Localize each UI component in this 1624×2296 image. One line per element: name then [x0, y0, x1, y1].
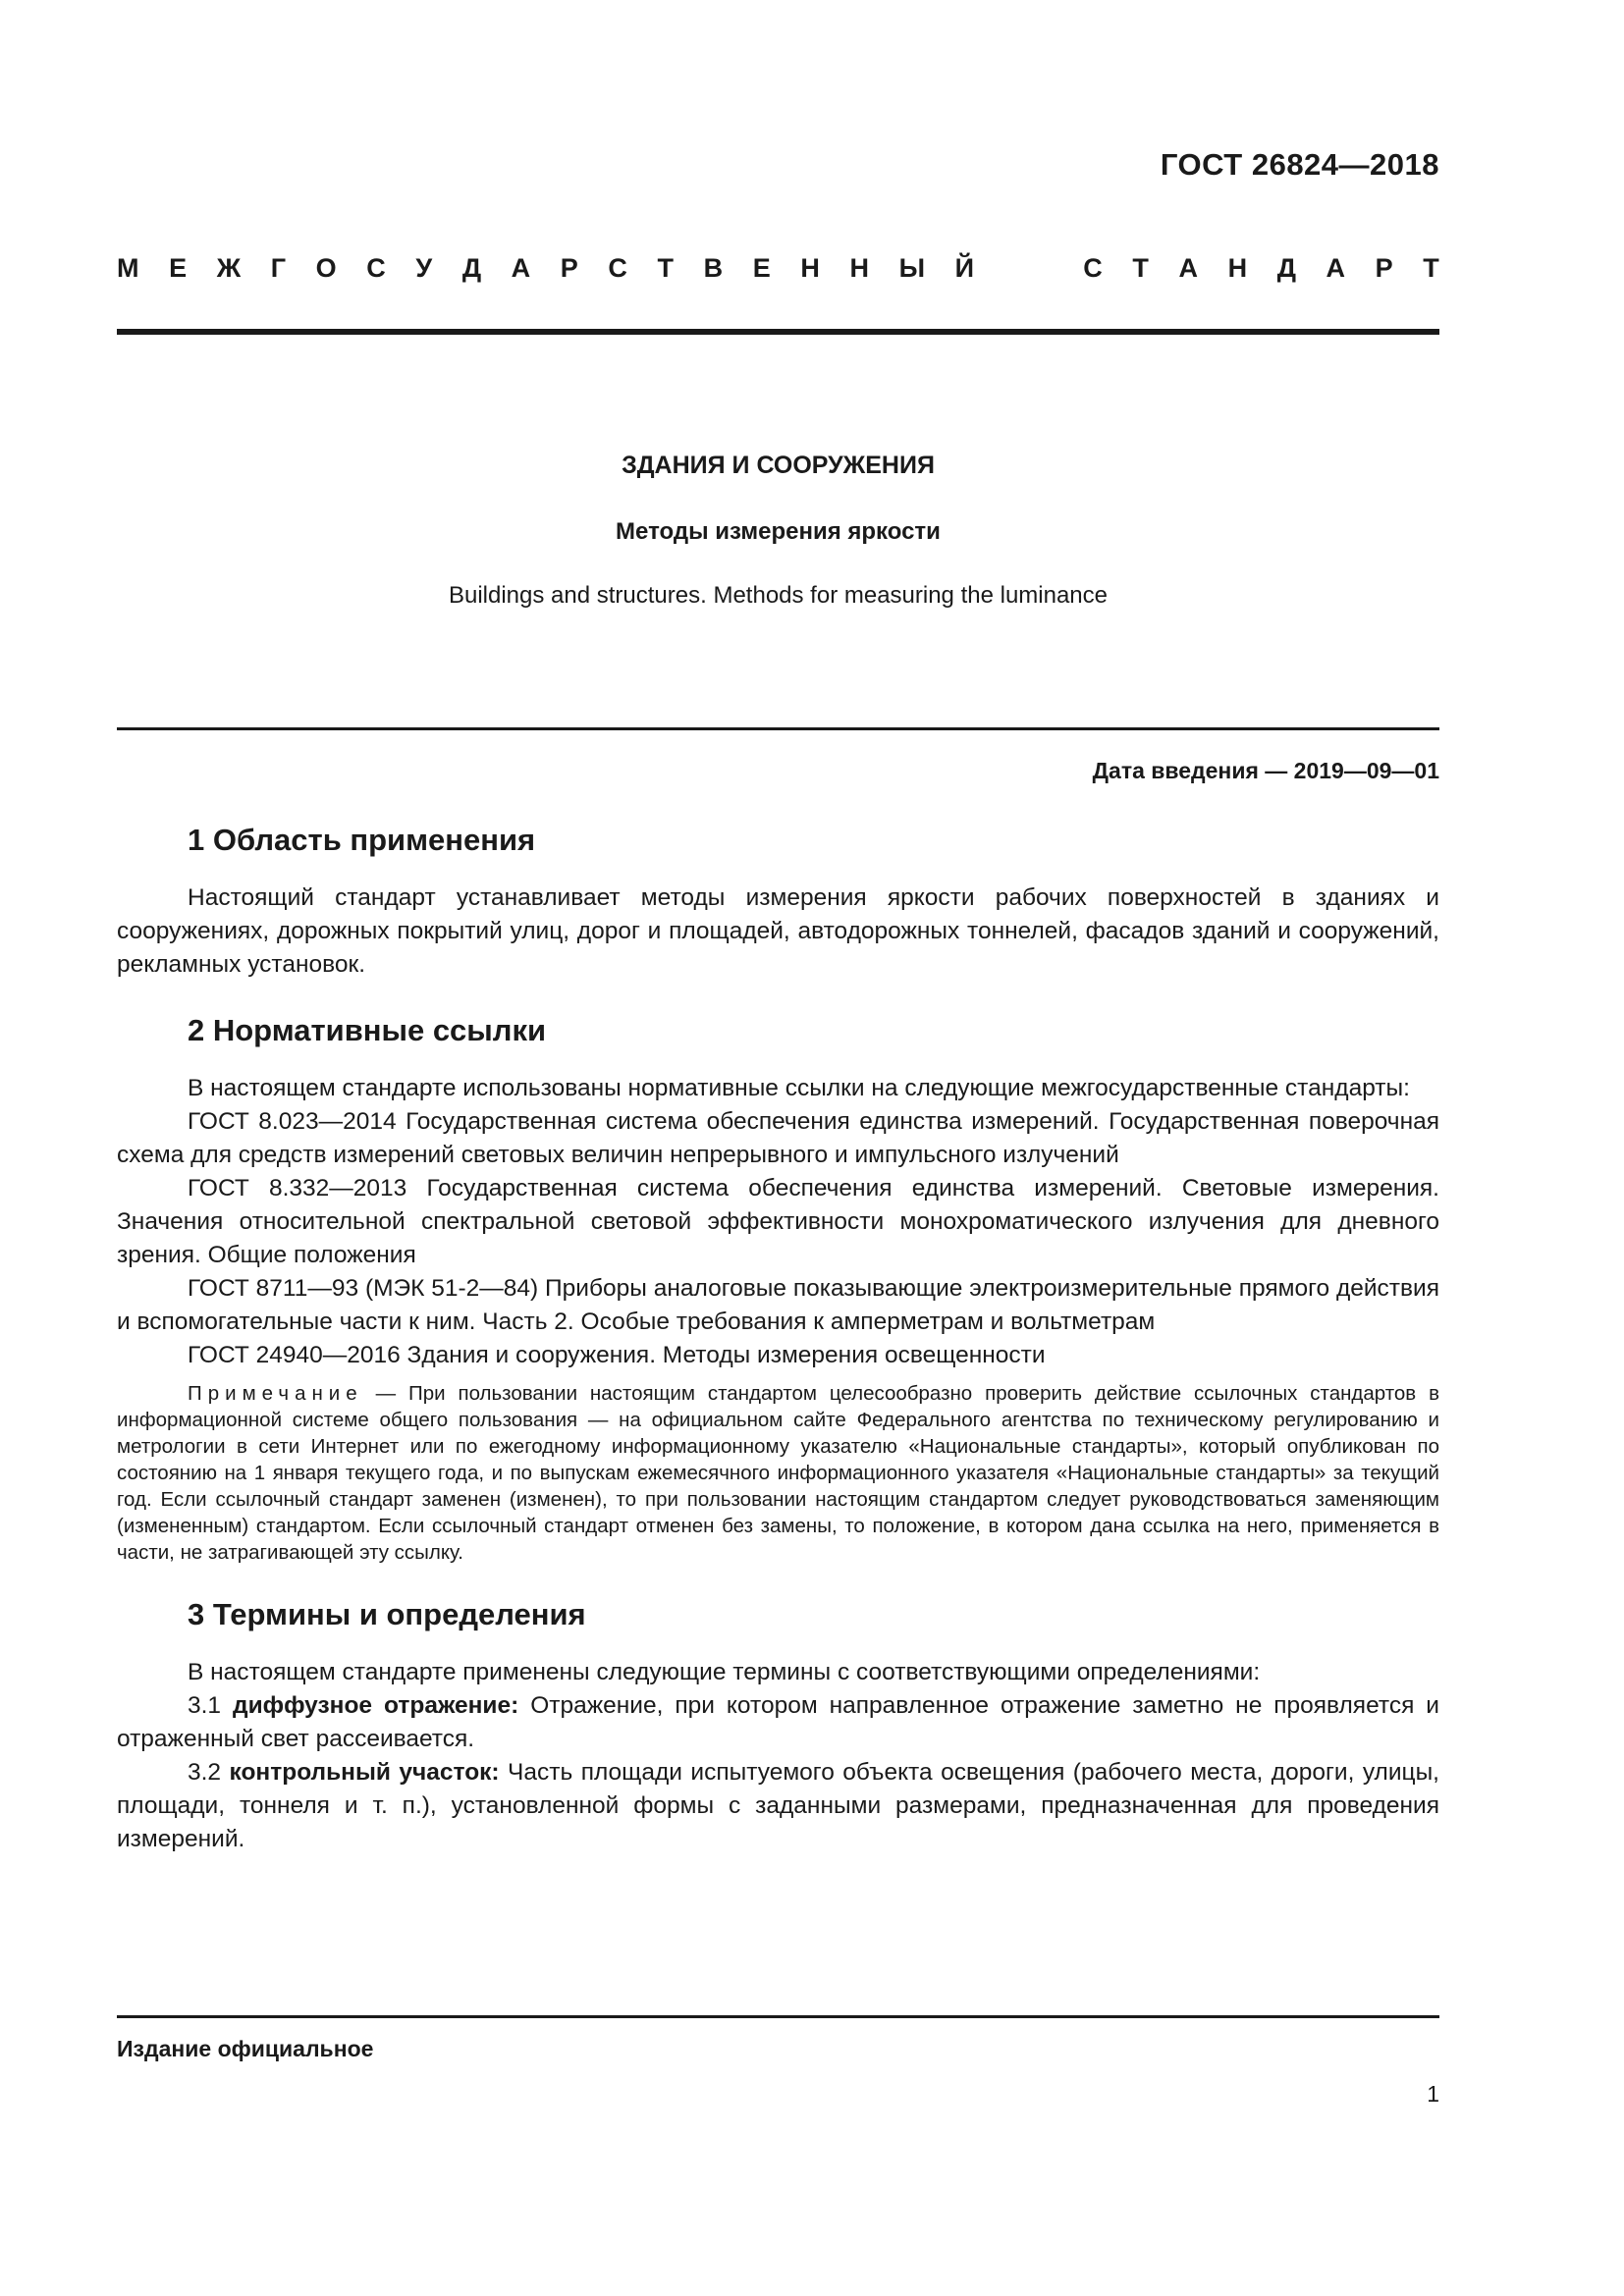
term-text: Часть площади испытуемого объекта освещения (рабочего места, дороги, улицы, площади, тоннеля и т. п.), установленной формы с заданными размерами, предназначенная для проведения измерений.: [117, 1759, 1439, 1852]
heading-letter: О: [315, 253, 337, 283]
document-body: [117, 821, 1439, 1886]
note-label: Примечание: [188, 1382, 363, 1405]
paragraph: Настоящий стандарт устанавливает методы измерения яркости рабочих поверхностей в зданиях и сооружениях, дорожных покрытий улиц, дорог и площадей, автодорожных тоннелей, фасадов зданий и сооружений, рекламных установок.: [117, 884, 1439, 978]
page-number: 1: [1427, 2081, 1439, 2107]
heading-letter: Н: [849, 253, 869, 283]
reference-item: ГОСТ 8.023—2014 Государственная система обеспечения единства измерений. Государственная поверочная схема для средств измерений световых величин непрерывного и импульсного излучений: [117, 1108, 1439, 1168]
term-definition: [117, 1689, 1439, 1756]
footer-rule: [117, 2015, 1439, 2018]
term-number: 3.1: [188, 1692, 234, 1719]
reference-item: ГОСТ 8711—93 (МЭК 51-2—84) Приборы аналоговые показывающие электроизмерительные прямого действия и вспомогательные части к ним. Часть 2. Особые требования к амперметрам и вольтметрам: [117, 1275, 1439, 1335]
title-rule: [117, 727, 1439, 730]
heading-letter: Д: [461, 253, 482, 283]
heading-letter: Н: [800, 253, 820, 283]
heading-letter: А: [511, 253, 531, 283]
heading-letter: У: [415, 253, 433, 283]
section-terms: [117, 1595, 1439, 1856]
heading-letter: А: [1178, 253, 1198, 283]
heading-letter: Г: [270, 253, 287, 283]
heading-letter: С: [366, 253, 386, 283]
introduction-date: Дата введения — 2019—09—01: [1092, 758, 1439, 783]
note-text: — При пользовании настоящим стандартом целесообразно проверить действие ссылочных стандартов в информационной системе общего пользования — на официальном сайте Федерального агентства по техническому регулированию и метрологии в сети Интернет или по ежегодному информационному указателю «Национальные стандарты», который опубликован по состоянию на 1 января текущего года, и по выпускам ежемесячного информационного указателя «Национальные стандарты» за текущий год. Если ссылочный стандарт заменен (изменен), то при пользовании настоящим стандартом следует руководствоваться заменяющим (измененным) стандартом. Если ссылочный стандарт отменен без замены, то положение, в котором дана ссылка на него, применяется в части, не затрагивающей эту ссылку.: [117, 1382, 1439, 1564]
heading-letter: Ж: [216, 253, 242, 283]
heading-letter: Й: [954, 253, 975, 283]
term-definition: [117, 1756, 1439, 1856]
heading-letter: Ы: [898, 253, 926, 283]
term-name: контрольный участок:: [229, 1759, 500, 1786]
heading-letter: Т: [657, 253, 675, 283]
section-scope: [117, 821, 1439, 982]
document-title: ЗДАНИЯ И СООРУЖЕНИЯ: [622, 452, 935, 479]
heading-letter: Н: [1227, 253, 1248, 283]
section-heading: 3 Термины и определения: [188, 1597, 586, 1631]
heading-letter: С: [1083, 253, 1103, 283]
heading-letter: А: [1326, 253, 1346, 283]
document-title-english: Buildings and structures. Methods for measuring the luminance: [448, 582, 1108, 609]
document-number: ГОСТ 26824—2018: [1160, 147, 1439, 182]
document-subtitle: Методы измерения яркости: [616, 518, 941, 545]
edition-label: Издание официальное: [117, 2036, 374, 2061]
term-number: 3.2: [188, 1759, 230, 1786]
heading-letter: Е: [752, 253, 771, 283]
heading-letter: Р: [1375, 253, 1393, 283]
reference-item: ГОСТ 24940—2016 Здания и сооружения. Методы измерения освещенности: [188, 1342, 1046, 1368]
paragraph: В настоящем стандарте применены следующие термины с соответствующими определениями:: [188, 1659, 1261, 1685]
heading-letter: Т: [1423, 253, 1439, 283]
header-rule: [117, 329, 1439, 335]
section-normative-references: [117, 1011, 1439, 1566]
heading-letter: С: [608, 253, 627, 283]
heading-letter: Д: [1276, 253, 1296, 283]
heading-letter: М: [117, 253, 139, 283]
heading-letter: Т: [1132, 253, 1149, 283]
heading-letter: Р: [560, 253, 578, 283]
section-heading: 1 Область применения: [188, 823, 536, 857]
standard-type-heading: [117, 253, 1439, 284]
note: [117, 1380, 1439, 1566]
paragraph: В настоящем стандарте использованы нормативные ссылки на следующие межгосударственные стандарты:: [188, 1075, 1410, 1101]
heading-letter: В: [703, 253, 724, 283]
term-name: диффузное отражение:: [233, 1692, 519, 1719]
section-heading: 2 Нормативные ссылки: [188, 1013, 547, 1047]
term-text: Отражение, при котором направленное отражение заметно не проявляется и отраженный свет рассеивается.: [117, 1692, 1439, 1752]
heading-letter: Е: [169, 253, 188, 283]
reference-item: ГОСТ 8.332—2013 Государственная система обеспечения единства измерений. Световые измерения. Значения относительной спектральной световой эффективности монохроматического излучения для дневного зрения. Общие положения: [117, 1175, 1439, 1268]
